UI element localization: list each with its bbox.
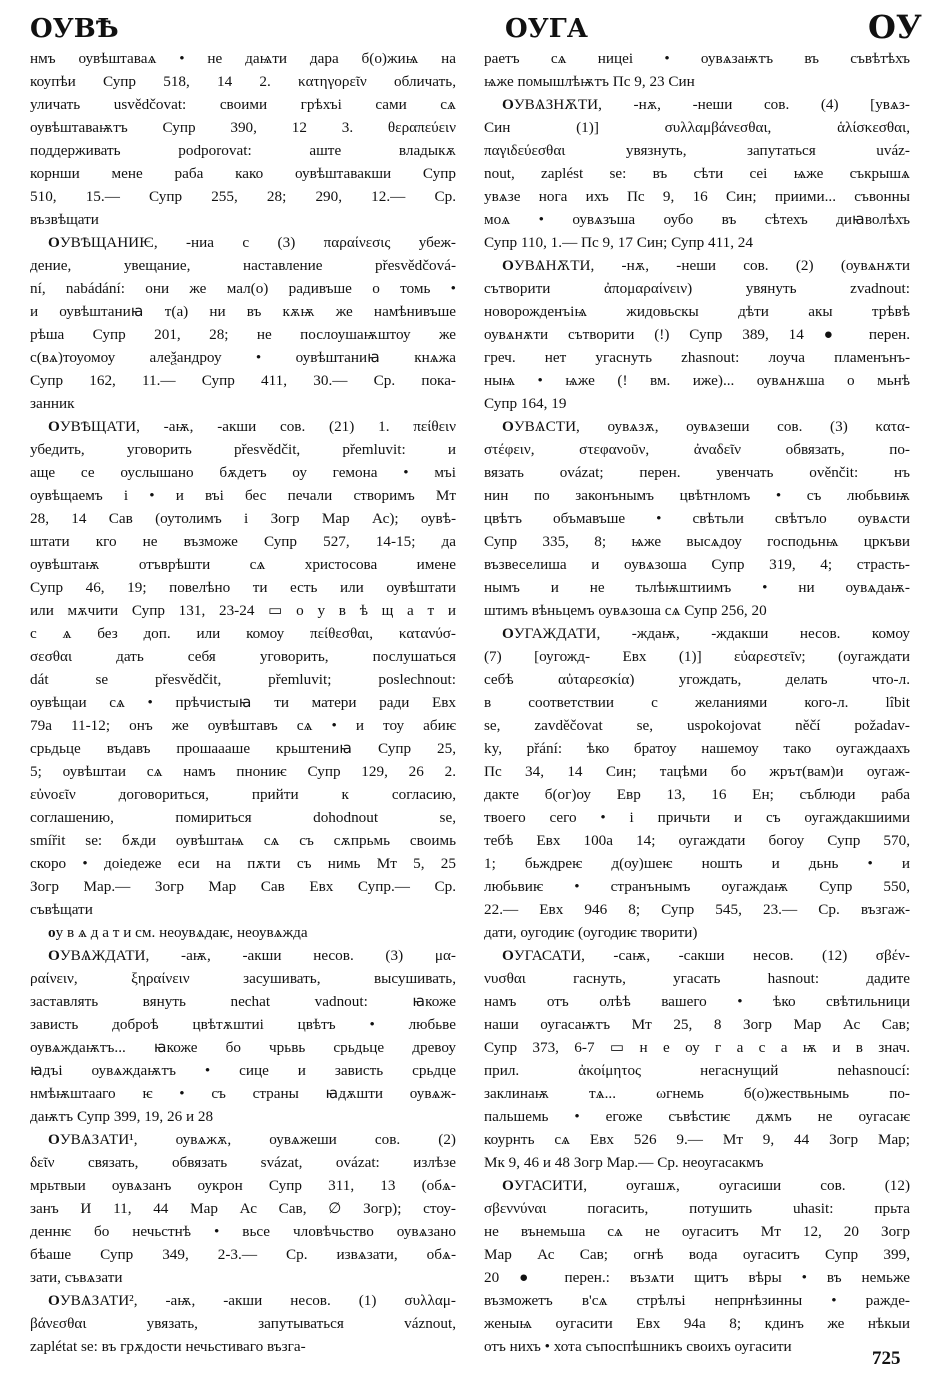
text-line: женыѩ оугасити Евх 94а 8; кдинъ же нѣкыи	[484, 1315, 910, 1332]
text-line: ОУГАСАТИ, -саѭ, -сакши несов. (12) σβέν-	[502, 947, 910, 964]
text-line: εὐνοεῖν договориться, прийти к согласию,	[30, 786, 456, 803]
text-line: ОУГАСИТИ, оугашѫ, оугасиши сов. (12)	[502, 1177, 910, 1194]
text-line: ní, nabádání: они же мал(о) радивъше о томь •	[30, 280, 456, 297]
text-line: уличать usvědčovat: своими грѣхъі сами сѧ	[30, 96, 456, 113]
text-line: σεσθαι дать себя уговорить, послушаться	[30, 648, 456, 665]
text-line: dát se přesvědčit, přemluvit; poslechnout:	[30, 671, 456, 688]
dictionary-entry	[30, 1289, 456, 1358]
text-line: нымъ и не тьлѣѭштиимъ • ни оувѧдаѭ-	[484, 579, 910, 596]
text-line: Зогр Мар.— Зогр Мар Сав Евх Супр.— Ср.	[30, 878, 456, 895]
text-line: прил. ἀκοίμητος негаснущий nehasnoucí:	[484, 1062, 910, 1079]
text-line: поддерживать podporovat: аште владыкѫ	[30, 142, 456, 159]
page-number: 725	[872, 1348, 901, 1369]
text-line: тебѣ Евх 100а 14; оугаждати богоу Супр 570,	[484, 832, 910, 849]
text-line: ꙗдъі оувѧждаѭтъ • сице и зависть срьдце	[30, 1062, 456, 1079]
text-line: στέφειν, στεφανοῦν, ἀναδεῖν обвязать, по-	[484, 441, 910, 458]
text-line: моѧ • оувѧзъша оубо въ сѣтехъ диꙗволѣхъ	[484, 211, 910, 228]
dictionary-entry	[484, 415, 910, 622]
text-line: дати, оугодиѥ (оугодиѥ творити)	[484, 924, 698, 941]
dictionary-entry	[30, 944, 456, 1128]
text-line: 22.— Евх 946 8; Супр 545, 23.— Ср. възгаж-	[484, 901, 910, 918]
text-line: оувѧнѫти сътворити (!) Супр 389, 14 ● перен.	[484, 326, 910, 343]
text-line: в соответствии с желаниями кого-л. lîbit	[484, 694, 910, 711]
text-line: корнши мене раба како оувѣштавакши Супр	[30, 165, 456, 182]
right-column	[484, 47, 910, 1358]
text-line: штимъ вѣньцемъ оувѧзоша сѧ Супр 256, 20	[484, 602, 767, 619]
text-line: увѧзе нога ихъ Пс 9, 16 Син; приими... съвонны	[484, 188, 910, 205]
text-line: сътворити ἀπομαραίνειν) увянуть zvadnout:	[484, 280, 910, 297]
text-line: ОУВѦЗНѪТИ, -нѫ, -неши сов. (4) [увѧз-	[502, 96, 910, 113]
text-line: себѣ αὐταρεσκία) угождать, делать что-л.	[484, 671, 910, 688]
dictionary-entry	[30, 231, 456, 415]
text-line: с(вѧ)тоуомоу алеѯандроу • оувѣштаниꙗ кнѧжа	[30, 349, 456, 366]
text-line: дакте б(ог)оу Евр 13, 16 Ен; съблюди раба	[484, 786, 910, 803]
dictionary-entry	[484, 93, 910, 254]
text-line: зависть доброѣ цвѣтѫштиі цвѣтъ • любьве	[30, 1016, 456, 1033]
text-line: наши оугасаѭтъ Мт 25, 8 Зогр Мар Ас Сав;	[484, 1016, 910, 1033]
text-line: греч. нет угаснуть zhasnout: лоуча пламенънъ-	[484, 349, 910, 366]
text-line: Супр 373, 6-7 ▭ н е оу г а с а ѭ и в знач.	[484, 1039, 910, 1056]
text-line: ОУВѦСТИ, оувѧзѫ, оувѧзеши сов. (3) κατα-	[502, 418, 910, 435]
text-line: 1; бьждреѥ д(оу)шеѥ ношть и дьнь • и	[484, 855, 910, 872]
text-line: възвѣщати	[30, 211, 99, 228]
text-line: 5; оувѣштаи сѧ намъ пнониѥ Супр 129, 26 2.	[30, 763, 456, 780]
dictionary-entry	[484, 254, 910, 415]
text-line: Супр 164, 19	[484, 395, 567, 412]
dictionary-entry	[30, 1128, 456, 1289]
text-line: zaplétat se: въ грѫдости нечьстиваго възга-	[30, 1338, 306, 1355]
text-line: ОУВѦЗАТИ¹, оувѧжѫ, оувѧжеши сов. (2)	[48, 1131, 456, 1148]
text-line: Супр 46, 19; повелѣно ти есть или оувѣштати	[30, 579, 456, 596]
text-line: Супр 162, 11.— Супр 411, 30.— Ср. пока-	[30, 372, 456, 389]
dictionary-entry	[484, 944, 910, 1174]
text-line: ОУВѢЩАТИ, -аѭ, -акши сов. (21) 1. πείθειν	[48, 418, 456, 435]
text-line: Мар Ас Сав; огнѣ вода оугаситъ Супр 399,	[484, 1246, 910, 1263]
text-line: ραίνειν, ξηραίνειν засушивать, высушивать,	[30, 970, 456, 987]
text-line: даѭтъ Супр 399, 19, 26 и 28	[30, 1108, 214, 1125]
text-line: ОУВѢЩАНИѤ, -ниа с (3) παραίνεσις убеж-	[48, 234, 456, 251]
text-line: намъ отъ олѣѣ вашего • ѣко свѣтильници	[484, 993, 910, 1010]
running-head-center: ОУГА	[505, 14, 588, 44]
text-line: 28, 14 Сав (оутолимъ і Зогр Мар Ас); оувѣ-	[30, 510, 456, 527]
text-line: ныѩ • ѩже (! вм. иже)... оувѧнѫша о мьнѣ	[484, 372, 910, 389]
text-line: Супр 335, 8; ѩже высѧдоу господьнѩ цркъви	[484, 533, 910, 550]
text-line: занник	[30, 395, 75, 412]
dictionary-entry	[484, 1174, 910, 1358]
dictionary-entry	[30, 47, 456, 231]
text-line: δεῖν связать, обвязать svázat, ovázat: излѣзе	[30, 1154, 456, 1171]
text-line: възвеселиша и оувѧзоша Супр 319, 4; страсть-	[484, 556, 910, 573]
text-line: nout, zaplést se: въ сѣти сеі ѩже съкрышѧ	[484, 165, 910, 182]
text-line: σβεννύναι погасить, потушить uhasit: прьта	[484, 1200, 910, 1217]
text-line: нмъ оувѣштаваѧ • не даѩти дара б(о)жиѩ на	[30, 50, 456, 67]
text-line: ОУВѦНѪТИ, -нѫ, -неши сов. (2) (оувѧнѫти	[502, 257, 910, 274]
text-line: 79а 11-12; онъ же оувѣштавъ сѧ • и тоу абиѥ	[30, 717, 456, 734]
text-line: и оувѣштаниꙗ т(а) ни въ кѫѭ же намѣнивъше	[30, 303, 456, 320]
text-line: se, zavděčovat se, uspokojovat něčí požadav-	[484, 717, 910, 734]
text-line: новорожденъіѩ жидовьскы дѣти акы трѣвѣ	[484, 303, 910, 320]
text-line: оувѣщаемъ і • и въі бес печали створимъ Мт	[30, 487, 456, 504]
text-line: или мѫчити Супр 131, 23-24 ▭ о у в ѣ щ а т и	[30, 602, 456, 619]
text-line: ky, přání: ѣко братоу нашемоу тако оугаждаахъ	[484, 740, 910, 757]
text-line: ОУГАЖДАТИ, -ждаѭ, -ждакши несов. комоу	[502, 625, 910, 642]
text-line: штати кго не възможе Супр 527, 14-15; да	[30, 533, 456, 550]
text-line: рѣша Супр 201, 28; не послоушаѭштоу же	[30, 326, 456, 343]
text-line: убедить, уговорить přesvědčit, přemluvit: и	[30, 441, 456, 458]
text-line: аще се оуслышано бѫдетъ оу гемона • мъі	[30, 464, 456, 481]
text-line: занъ И 11, 44 Мар Ас Сав, ∅ Зогр); стоу-	[30, 1200, 456, 1217]
text-line: оувѣщаи сѧ • прѣчистыꙗ ти матери ради Евх	[30, 694, 456, 711]
text-line: заставлять вянуть nechat vadnout: ꙗкоже	[30, 993, 456, 1010]
text-line: smířit se: бѫди оувѣштаѩ сѧ съ сѫпрьмь своимь	[30, 832, 456, 849]
text-line: νυσθαι гаснуть, угасать hasnout: дадите	[484, 970, 910, 987]
text-line: вязать ovázat; перен. увенчать ověnčit: нъ	[484, 464, 910, 481]
text-line: заклинаѭ тѧ... ωгнемь б(о)жествьнымь по-	[484, 1085, 910, 1102]
text-line: Супр 110, 1.— Пс 9, 17 Син; Супр 411, 24	[484, 234, 753, 251]
text-line: Син (1)] συλλαμβάνεσθαι, ἁλίσκεσθαι,	[484, 119, 910, 136]
text-line: не вънемьша сѧ не оугаситъ Мт 12, 20 Зогр	[484, 1223, 910, 1240]
text-line: оувѧждаѭтъ... ꙗкоже бо чрьвь срьдьце древоу	[30, 1039, 456, 1056]
text-line: твоего сего • і причьти и съ оугаждакшиими	[484, 809, 910, 826]
text-line: нин по законънымъ цвѣтнломъ • съ любьвиѭ	[484, 487, 910, 504]
text-line: възможетъ в'сѧ стрѣлъі непрнѣзинны • ражде-	[484, 1292, 910, 1309]
text-line: пальшемь • егоже съвѣстиѥ дѫмъ не оугасаѥ	[484, 1108, 910, 1125]
text-line: раетъ сѧ ницеі • оувѧзаѭтъ въ съвѣтѣхъ	[484, 50, 910, 67]
text-line: зати, съвѧзати	[30, 1269, 123, 1286]
text-line: соглашению, помириться dohodnout se,	[30, 809, 456, 826]
dictionary-entry	[30, 921, 456, 944]
text-line: коурнть сѧ Евх 526 9.— Мт 9, 44 Зогр Мар;	[484, 1131, 910, 1148]
running-head-left: ОУВѢ	[30, 14, 119, 44]
dictionary-entry	[484, 622, 910, 944]
text-line: срьдьце въдавъ прошаааше крьштениꙗ Супр 25,	[30, 740, 456, 757]
text-line: отъ нихъ • хота съпоспѣшникъ своихъ оугасити	[484, 1338, 792, 1355]
text-line: мрьтвыи оувѧзанъ оукрон Супр 311, 13 (обѧ-	[30, 1177, 456, 1194]
text-line: деннѥ бо нечьстнѣ • вьсе чловѣчьство оувѧзано	[30, 1223, 456, 1240]
text-line: с ѧ без доп. или комоу πείθεσθαι, κατανύσ-	[30, 625, 456, 642]
text-line: любьвиѥ • странънымъ оугаждаѭ Супр 550,	[484, 878, 910, 895]
text-line: бѣаше Супр 349, 2-3.— Ср. извѧзати, обѧ-	[30, 1246, 456, 1263]
text-line: Мк 9, 46 и 48 Зогр Мар.— Ср. неоугасакмъ	[484, 1154, 764, 1171]
text-line: βάνεσθαι увязать, запутываться váznout,	[30, 1315, 456, 1332]
text-line: ОУВѦЖДАТИ, -аѭ, -акши несов. (3) μα-	[48, 947, 456, 964]
text-line: съвѣщати	[30, 901, 93, 918]
text-line: ОУВѦЗАТИ², -аѭ, -акши несов. (1) συλλαμ-	[48, 1292, 456, 1309]
text-line: παγιδεύεσθαι увязнуть, запутаться uváz-	[484, 142, 910, 159]
text-line: 510, 15.— Супр 255, 28; 290, 12.— Ср.	[30, 188, 456, 205]
left-column	[30, 47, 456, 1358]
text-line: ѩже помышлѣѭтъ Пс 9, 23 Син	[484, 73, 695, 90]
dictionary-entry	[484, 47, 910, 93]
text-line: (7) [оугожд- Евх (1)] εὐαρεστεῖν; (оугаждати	[484, 648, 910, 665]
dictionary-entry	[30, 415, 456, 921]
text-line: скоро • доіедеже еси на пѫти съ нимь Мт 5, 25	[30, 855, 456, 872]
text-line: дение, увещание, наставление přesvědčová-	[30, 257, 456, 274]
text-line: оувѣштаѭ отъврѣшти сѧ христосова имене	[30, 556, 456, 573]
text-line: Пс 34, 14 Син; тацѣми бо жрът(вам)и оугаж-	[484, 763, 910, 780]
text-line: нмѣѭштааго ѥ • съ страны ꙗдѫшти оувѧж-	[30, 1085, 456, 1102]
text-line: 20 ● перен.: възѧти щитъ вѣры • въ немьже	[484, 1269, 910, 1286]
running-head-right: ОУ	[868, 8, 922, 46]
text-line: оу в ѧ д а т и см. неоувѧдаѥ, неоувѧжда	[48, 924, 308, 941]
text-line: коупѣи Супр 518, 14 2. κατηγορεῖν обличать,	[30, 73, 456, 90]
text-line: цвѣтъ объмавъше • свѣтьли свѣтъло оувѧсти	[484, 510, 910, 527]
text-line: оувѣштаваѭтъ Супр 390, 12 3. θεραπεύειν	[30, 119, 456, 136]
